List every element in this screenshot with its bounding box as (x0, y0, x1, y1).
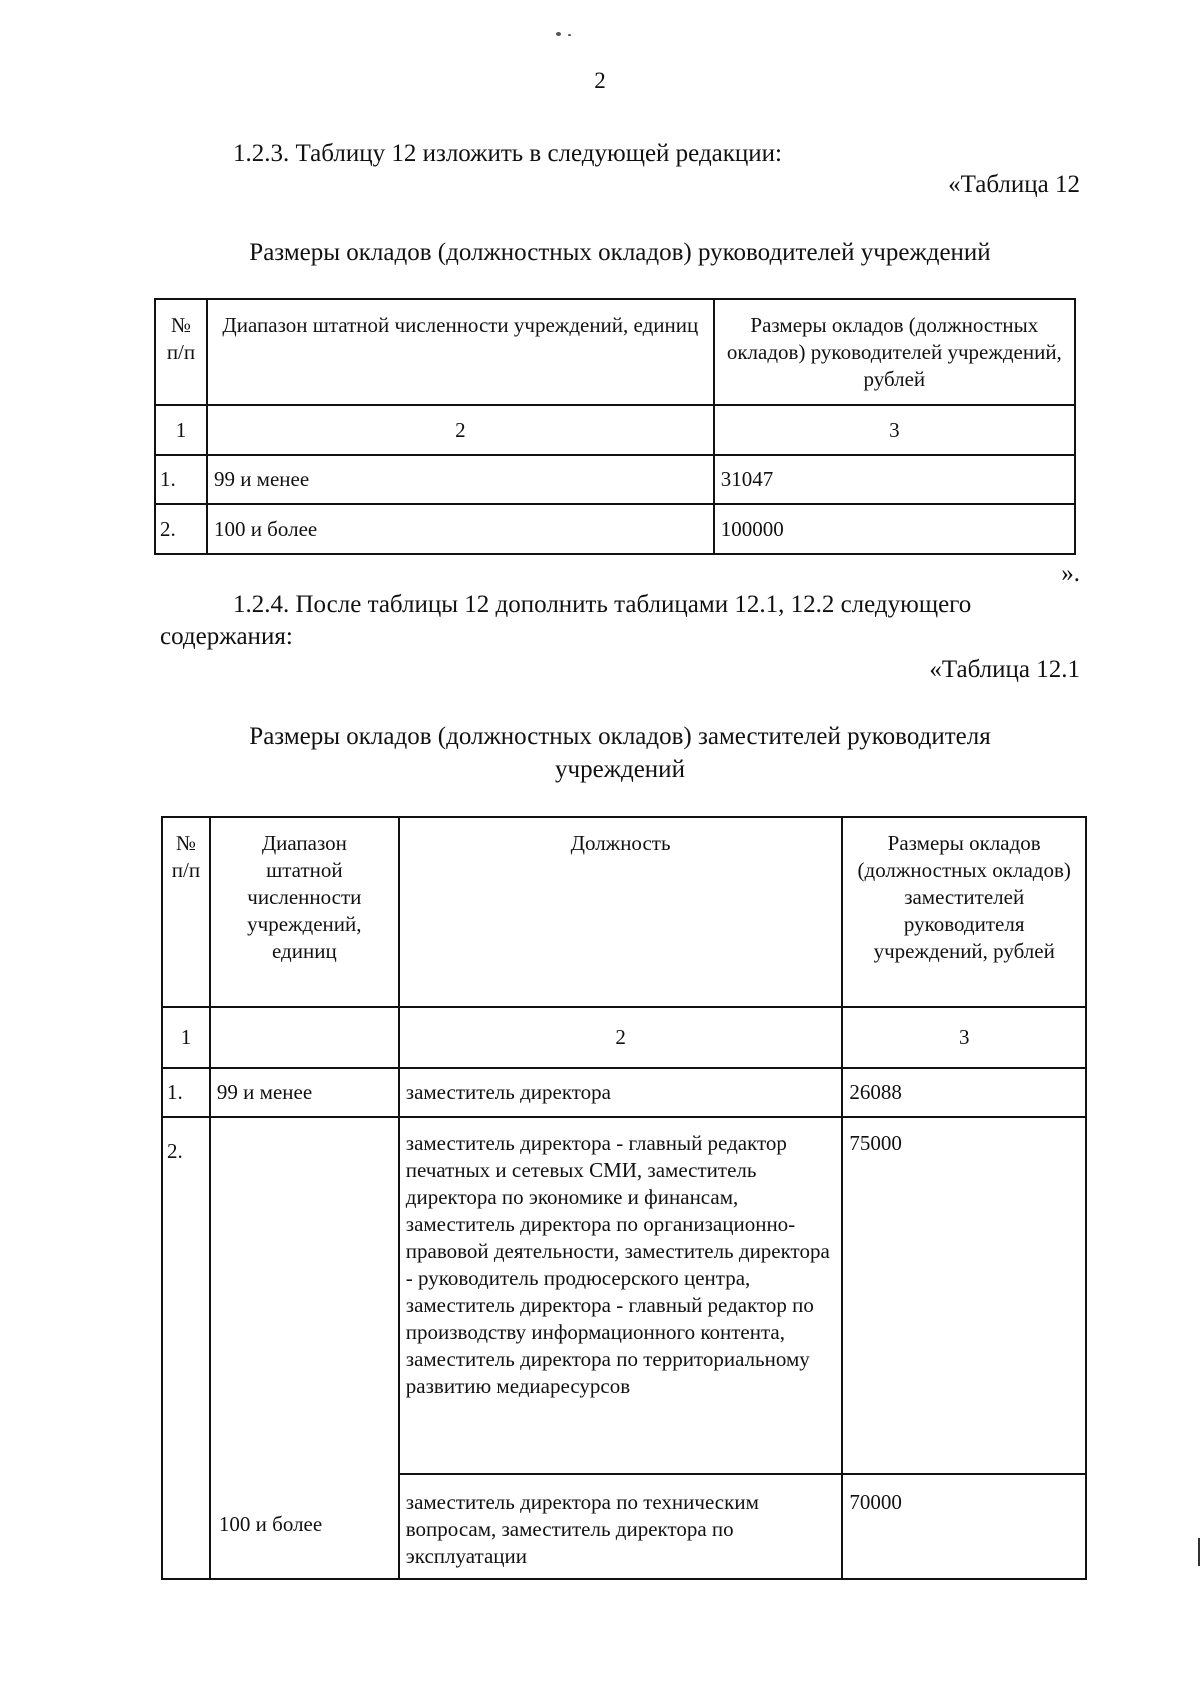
table-12-title: Размеры окладов (должностных окладов) руководителей учреждений (249, 239, 991, 266)
table-row (162, 1117, 1086, 1474)
table-12-header-range: Диапазон штатной численности учреждений, единиц (207, 299, 714, 405)
table-12 (154, 298, 1076, 555)
table-12-row2-salary: 100000 (714, 504, 1075, 554)
table-12-1-row2-salary-a: 75000 (842, 1117, 1086, 1474)
table-12-colnum-row (155, 405, 1075, 455)
table-12-row1-range: 99 и менее (207, 455, 714, 504)
table-12-row1-num: 1. (155, 455, 207, 504)
table-12-1-row1-salary: 26088 (842, 1068, 1086, 1117)
table-12-1-row1-range: 99 и менее (210, 1068, 399, 1117)
table-12-1-header-num: № п/п (162, 817, 210, 1007)
section-1-2-4-line1: 1.2.4. После таблицы 12 дополнить таблицами 12.1, 12.2 следующего (233, 591, 972, 618)
table-12-1-colnum-3: 3 (842, 1007, 1086, 1068)
table-12-closing-quote: ». (1061, 560, 1080, 587)
table-12-1-row1-position: заместитель директора (399, 1068, 843, 1117)
table-12-1 (161, 816, 1087, 1580)
table-12-row1-salary: 31047 (714, 455, 1075, 504)
table-12-1-row2-salary-b: 70000 (842, 1474, 1086, 1579)
table-12-1-title-line2: учреждений (555, 756, 685, 783)
table-12-1-title-line1: Размеры окладов (должностных окладов) заместителей руководителя (249, 723, 991, 750)
table-12-1-colnum-2: 2 (399, 1007, 843, 1068)
table-12-1-row2-position-a: заместитель директора - главный редактор печатных и сетевых СМИ, заместитель директора по экономике и финансам, заместитель директора по организационно-правовой деятельности, заместитель директора - руководитель продюсерского центра, заместитель директора - главный редактор по производству информационного контента, заместитель директора по территориальному развитию медиаресурсов (399, 1117, 843, 1474)
table-12-colnum-1: 1 (155, 405, 207, 455)
table-12-1-colnum-row (162, 1007, 1086, 1068)
page-number: 2 (594, 68, 606, 93)
table-12-1-label: «Таблица 12.1 (929, 656, 1080, 683)
table-12-header-num: № п/п (155, 299, 207, 405)
table-12-row2-range: 100 и более (207, 504, 714, 554)
table-12-label: «Таблица 12 (948, 171, 1080, 198)
table-12-1-header-row (162, 817, 1086, 1007)
table-12-1-row2-position-b: заместитель директора по техническим вопросам, заместитель директора по эксплуатации (399, 1474, 843, 1579)
table-12-row2-num: 2. (155, 504, 207, 554)
table-12-1-colnum-empty (210, 1007, 399, 1068)
table-row (155, 504, 1075, 554)
table-12-colnum-3: 3 (714, 405, 1075, 455)
table-12-header-salary: Размеры окладов (должностных окладов) руководителей учреждений, рублей (714, 299, 1075, 405)
table-12-1-header-range: Диапазон штатной численности учреждений, единиц (210, 817, 399, 1007)
section-1-2-4-line2: содержания: (160, 623, 293, 650)
table-12-header-row (155, 299, 1075, 405)
table-12-colnum-2: 2 (207, 405, 714, 455)
table-12-1-header-salary: Размеры окладов (должностных окладов) заместителей руководителя учреждений, рублей (842, 817, 1086, 1007)
scan-speck (556, 32, 561, 36)
table-12-1-row1-num: 1. (162, 1068, 210, 1117)
scan-speck (568, 34, 571, 36)
table-row (155, 455, 1075, 504)
table-12-1-row2-num: 2. (162, 1117, 210, 1579)
section-1-2-3-text: 1.2.3. Таблицу 12 изложить в следующей редакции: (233, 140, 782, 167)
table-12-1-header-position: Должность (399, 817, 843, 1007)
table-12-1-colnum-1: 1 (162, 1007, 210, 1068)
table-12-1-row2-range: 100 и более (210, 1117, 399, 1579)
table-row (162, 1068, 1086, 1117)
